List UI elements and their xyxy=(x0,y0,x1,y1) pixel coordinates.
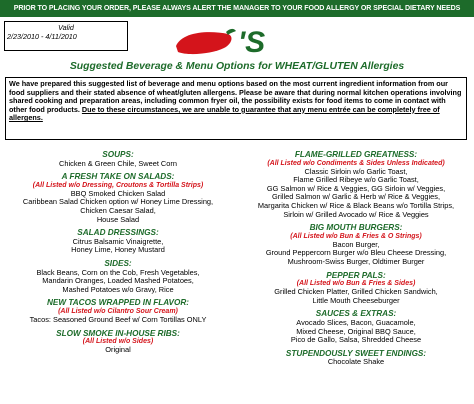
menu-item: Chocolate Shake xyxy=(327,357,385,367)
left-column xyxy=(0,150,236,359)
section-note: (All Listed w/o Bun & Fries & O Strings) xyxy=(290,232,422,240)
section-sides xyxy=(0,259,236,294)
menu-item: Mashed Potatoes w/o Gravy, Rice xyxy=(62,284,174,294)
menu-item: BBQ Smoked Chicken Salad xyxy=(70,188,166,198)
menu-item: Grilled Chicken Platter, Grilled Chicken Sandwich, xyxy=(274,287,438,297)
menu-item: Honey Lime, Honey Mustard xyxy=(71,245,165,255)
section-heading: NEW TACOS WRAPPED IN FLAVOR: xyxy=(46,298,190,308)
section-heading: STUPENDOUSLY SWEET ENDINGS: xyxy=(285,348,427,358)
valid-dates-box xyxy=(4,21,128,51)
menu-item: Mandarin Oranges, Loaded Mashed Potatoes, xyxy=(42,276,194,286)
section-pepper-pals xyxy=(240,271,472,306)
menu-item: Black Beans, Corn on the Cob, Fresh Vegetables, xyxy=(36,267,200,277)
section-soups xyxy=(0,150,236,168)
menu-item: Pico de Gallo, Salsa, Shredded Cheese xyxy=(290,335,422,345)
section-salad-dressings xyxy=(0,228,236,255)
valid-dates: 2/23/2010 - 4/11/2010 xyxy=(7,32,77,41)
intro-disclaimer xyxy=(5,77,467,140)
menu-item: Ground Peppercorn Burger w/o Bleu Cheese Dressing, xyxy=(265,248,447,258)
valid-label: Valid xyxy=(58,23,74,32)
section-heading: SOUPS: xyxy=(102,150,134,159)
menu-item: Citrus Balsamic Vinaigrette, xyxy=(72,236,164,246)
menu-item: House Salad xyxy=(96,214,140,224)
menu-item: Margarita Chicken w/ Rice & Black Beans w/o Tortilla Strips, xyxy=(257,200,455,210)
section-note: (All Listed w/o Sides) xyxy=(82,338,154,346)
menu-item: Tacos: Seasoned Ground Beef w/ Corn Tortillas ONLY xyxy=(29,314,207,324)
chilis-logo-icon xyxy=(168,24,298,60)
right-column xyxy=(240,150,472,371)
allergy-notice-banner: PRIOR TO PLACING YOUR ORDER, PLEASE ALWAYS ALERT THE MANAGER TO YOUR FOOD ALLERGY OR SPECIAL DIETARY NEEDS xyxy=(0,0,474,17)
section-heading: SALAD DRESSINGS: xyxy=(77,228,159,238)
intro-text: We have prepared this suggested list of beverage and menu options based on the most current ingredient information from our food suppliers and their stated absence of wheat/gluten allergens. Please be aware that during normal kitchen operations involving shared cooking and preparation areas, including common fryer oil, the possibility exists for food items to come in contact with other food products. xyxy=(9,79,462,114)
section-note: (All Listed w/o Cilantro Sour Cream) xyxy=(58,307,178,315)
menu-item: Mushroom-Swiss Burger, Oldtimer Burger xyxy=(287,256,425,266)
section-heading: FLAME-GRILLED GREATNESS: xyxy=(294,150,418,159)
section-heading: A FRESH TAKE ON SALADS: xyxy=(61,172,175,182)
section-tacos xyxy=(0,298,236,324)
section-heading: SLOW SMOKE IN-HOUSE RIBS: xyxy=(56,328,180,338)
section-heading: SAUCES & EXTRAS: xyxy=(315,309,397,319)
section-flame-grilled xyxy=(240,150,472,219)
menu-item: Little Mouth Cheeseburger xyxy=(312,295,400,305)
section-salads xyxy=(0,172,236,224)
section-heading: BIG MOUTH BURGERS: xyxy=(309,223,403,233)
section-note: (All Listed w/o Condiments & Sides Unless Indicated) xyxy=(267,159,445,167)
menu-item: GG Salmon w/ Rice & Veggies, GG Sirloin w/ Veggies, xyxy=(266,183,446,193)
menu-item: Bacon Burger, xyxy=(332,239,380,249)
page-title: Suggested Beverage & Menu Options for WHEAT/GLUTEN Allergies xyxy=(69,61,405,72)
menu-item: Chicken Caesar Salad, xyxy=(80,205,156,215)
menu-item: Classic Sirloin w/o Garlic Toast, xyxy=(304,166,408,176)
svg-text:'S: 'S xyxy=(238,26,266,59)
section-note: (All Listed w/o Dressing, Croutons & Tortilla Strips) xyxy=(32,181,204,189)
section-note: (All Listed w/o Bun & Fries & Sides) xyxy=(296,280,416,288)
intro-underlined-text: Due to these circumstances, we are unable to guarantee that any menu entrée can be completely free of allergens. xyxy=(9,104,440,123)
section-desserts xyxy=(240,349,472,367)
menu-item: Original xyxy=(105,345,131,355)
section-heading: PEPPER PALS: xyxy=(326,270,386,280)
menu-item: Chicken & Green Chile, Sweet Corn xyxy=(59,158,177,168)
menu-item: Grilled Salmon w/ Garlic & Herb w/ Rice & Veggies, xyxy=(272,192,440,202)
section-ribs xyxy=(0,329,236,355)
menu-item: Sirloin w/ Grilled Avocado w/ Rice & Veggies xyxy=(283,209,429,219)
menu-item: Flame Grilled Ribeye w/o Garlic Toast, xyxy=(293,175,419,185)
menu-item: Caribbean Salad Chicken option w/ Honey Lime Dressing, xyxy=(22,197,214,207)
section-burgers xyxy=(240,223,472,266)
section-heading: SIDES: xyxy=(104,258,132,268)
menu-item: Avocado Slices, Bacon, Guacamole, xyxy=(296,317,416,327)
section-sauces xyxy=(240,309,472,344)
menu-item: Mixed Cheese, Original BBQ Sauce, xyxy=(296,326,416,336)
